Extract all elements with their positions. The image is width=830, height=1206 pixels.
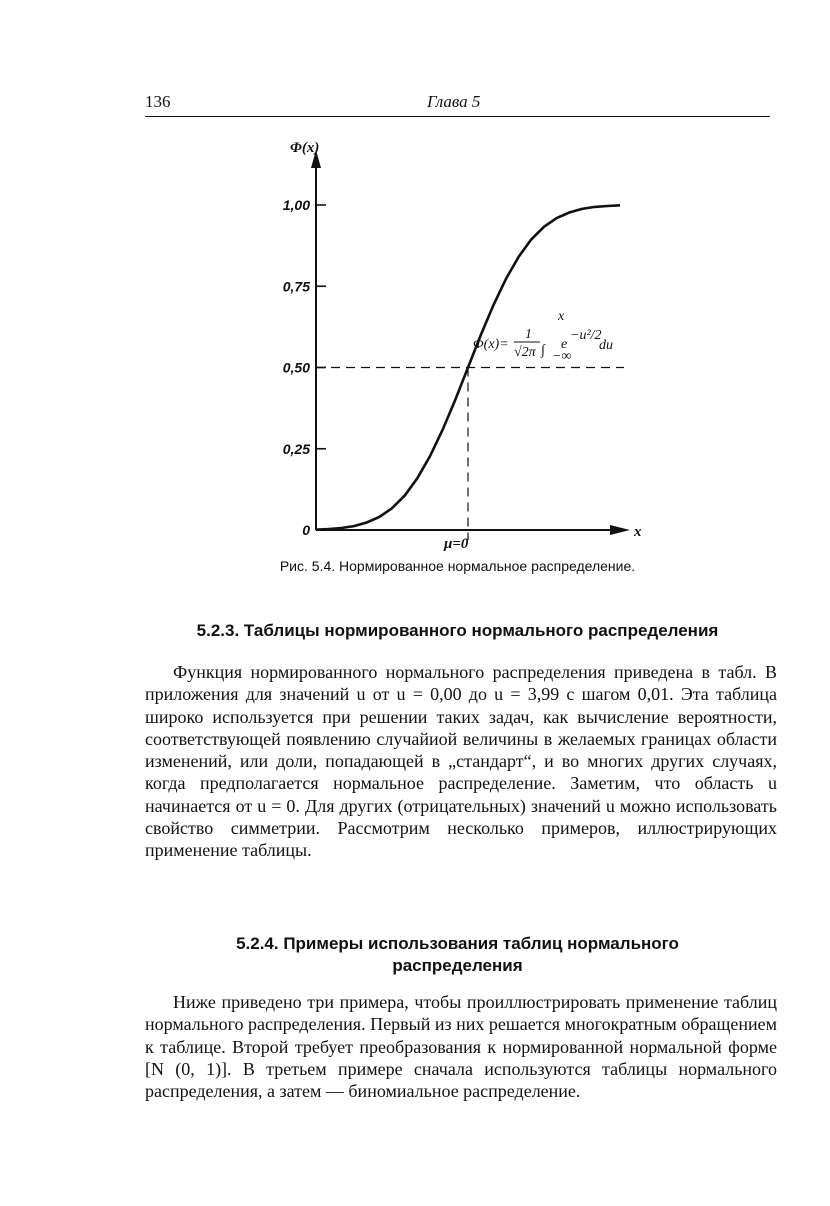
y-tick-label: 0	[302, 522, 310, 538]
section-title-5-2-4-line1: 5.2.4. Примеры использования таблиц нормального	[236, 934, 679, 953]
mu-label: μ=0	[444, 536, 469, 552]
formula-integral: ∫	[541, 343, 545, 358]
formula-exponent: −u²/2	[570, 328, 602, 343]
section-title-5-2-4-line2: распределения	[392, 956, 523, 975]
y-tick-label: 0,75	[282, 278, 310, 295]
page-number: 136	[145, 92, 171, 111]
formula-denominator: √2π	[514, 345, 536, 360]
y-tick-label: 1,00	[282, 197, 310, 213]
y-axis-label: Φ(x)	[290, 140, 320, 156]
formula	[473, 309, 613, 364]
y-tick-label: 0,50	[282, 359, 310, 376]
paragraph-5-2-3: Функция нормированного нормального распределения приведена в табл. В приложения для значений u от u = 0,00 до u = 3,99 с шагом 0,01. Эта таблица широко используется при решении таких задач, как вычисление вероятности, соответствующей появлению случайиой величины в желаемых границах области изменений, или доли, попадающей в „стандарт“, и во многих других случаях, когда предполагается нормальное распределение. Заметим, что область u начинается от u = 0. Для других (отрицательных) значений u можно использовать свойство симметрии. Рассмотрим несколько примеров, иллюстрирующих применение таблицы.	[145, 662, 777, 861]
formula-lower-limit: −∞	[552, 349, 572, 364]
formula-numerator: 1	[525, 327, 532, 342]
figure-caption: Рис. 5.4. Нормированное нормальное распределение.	[279, 558, 636, 574]
x-axis-label: x	[634, 524, 642, 540]
running-head: Глава 5	[427, 92, 481, 111]
figure-normal-cdf	[0, 0, 830, 600]
formula-lhs: Φ(x)=	[473, 337, 509, 352]
formula-integrand: e	[561, 337, 568, 352]
y-tick-label: 0,25	[282, 440, 310, 457]
formula-differential: du	[599, 338, 613, 353]
x-axis-arrow	[610, 525, 630, 535]
formula-upper-limit: x	[558, 309, 565, 324]
paragraph-5-2-4: Ниже приведено три примера, чтобы проиллюстрировать применение таблиц нормального распределения. Первый из них решается многократным обращением к таблице. Второй требует преобразования к нормированной нормальной форме [N (0, 1)]. В третьем примере сначала используются таблицы нормального распределения, а затем — биномиальное распределение.	[145, 992, 777, 1102]
section-title-5-2-3: 5.2.3. Таблицы нормированного нормального распределения	[196, 621, 719, 640]
